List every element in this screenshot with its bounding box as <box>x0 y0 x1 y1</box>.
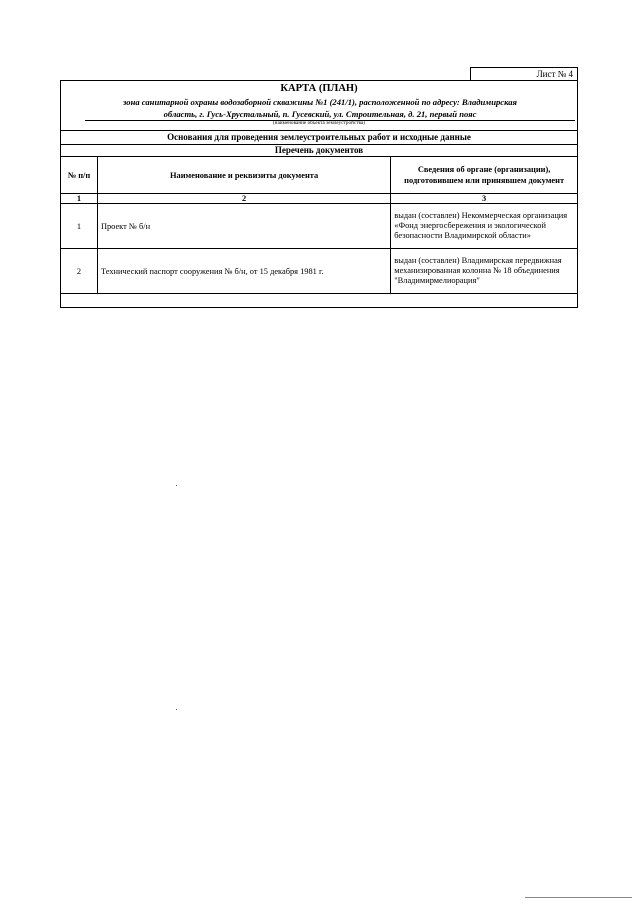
subtitle-caption: (наименование объекта землеустройства) <box>273 121 365 126</box>
row-name: Проект № б/н <box>97 204 390 249</box>
index-cell: 3 <box>391 194 578 204</box>
document-subtitle <box>85 96 555 120</box>
scan-edge-mark <box>525 897 632 898</box>
table-row <box>61 204 578 249</box>
row-org: выдан (составлен) Владимирская передвижная механизированная колонна № 18 объединения "Владимирмелиорация" <box>391 249 578 294</box>
row-num: 2 <box>61 249 98 294</box>
documents-table <box>60 156 578 294</box>
document-frame <box>60 80 578 308</box>
row-org: выдан (составлен) Некоммерческая организация «Фонд энергосбережения и экологической безопасности Владимирской области» <box>391 204 578 249</box>
row-num: 1 <box>61 204 98 249</box>
divider <box>61 130 577 131</box>
index-cell: 2 <box>97 194 390 204</box>
table-row <box>61 249 578 294</box>
document-title: КАРТА (ПЛАН) <box>280 83 358 94</box>
sheet-number-label: Лист № 4 <box>470 67 578 80</box>
subtitle-line-2: область, г. Гусь-Хрустальный, п. Гусевский, ул. Строительная, д. 21, первый пояс <box>163 109 477 119</box>
header-num: № п/п <box>61 157 98 194</box>
scan-speck <box>176 485 177 486</box>
header-org: Сведения об органе (организации), подготовившем или принявшем документ <box>391 157 578 194</box>
section-header: Основания для проведения землеустроительных работ и исходные данные <box>167 132 471 142</box>
list-header: Перечень документов <box>274 145 364 155</box>
row-name: Технический паспорт сооружения № б/н, от 15 декабря 1981 г. <box>97 249 390 294</box>
header-name: Наименование и реквизиты документа <box>97 157 390 194</box>
subtitle-line-1: зона санитарной охраны водозаборной скважины №1 (241/1), расположенной по адресу: Владимирская <box>123 97 517 107</box>
scan-speck <box>176 709 177 710</box>
table-index-row <box>61 194 578 204</box>
table-header-row <box>61 157 578 194</box>
index-cell: 1 <box>61 194 98 204</box>
